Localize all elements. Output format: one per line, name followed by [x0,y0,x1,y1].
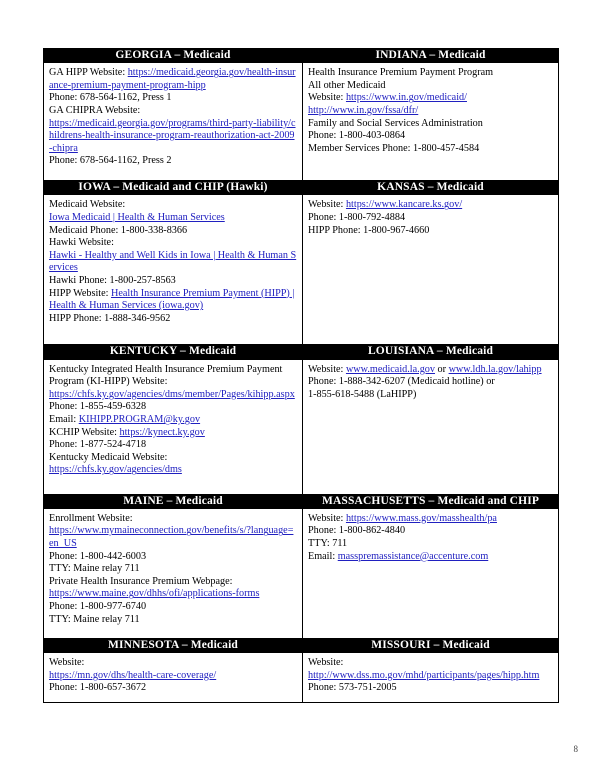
content-line [49,670,297,683]
line-label: All other Medicaid [308,79,386,91]
state-cell-left [44,508,303,638]
hyperlink-secondary[interactable]: www.ldh.la.gov/lahipp [448,363,542,375]
line-label: Phone: 678-564-1162, Press 2 [49,155,172,167]
state-header-left: IOWA – Medicaid and CHIP (Hawki) [44,181,303,195]
content-line [49,551,297,564]
line-label: Website: [308,657,344,669]
line-label: GA HIPP Website: [49,67,128,79]
content-line [308,376,553,389]
content-line [49,401,297,414]
line-label: KCHIP Website: [49,426,120,438]
content-line [49,237,297,250]
line-label: Website: [308,92,346,104]
content-line [49,118,297,156]
content-line [49,364,297,389]
hyperlink[interactable]: http://www.dss.mo.gov/mhd/participants/pages/hipp.htm [308,669,540,681]
line-label: HIPP Website: [49,287,112,299]
hyperlink[interactable]: https://medicaid.georgia.gov/programs/third-party-liability/childrens-health-insurance-program-reauthorization-act-2009-chipra [49,117,296,154]
content-line [308,513,553,526]
content-line [49,464,297,477]
line-label: HIPP Phone: 1-800-967-4660 [308,224,430,236]
content-line [49,67,297,92]
content-line [308,92,553,105]
line-label: Email: [308,550,338,562]
hyperlink[interactable]: Health Insurance Premium Payment (HIPP) | Health & Human Services (iowa.gov) [49,287,295,312]
content-line [308,538,553,551]
content-line [308,364,553,377]
cell-content-left [44,653,302,700]
content-line [49,389,297,402]
content-line [49,563,297,576]
state-cell-right [303,195,559,345]
line-label: Phone: 1-888-342-6207 (Medicaid hotline) or [308,376,495,388]
content-line [49,288,297,313]
state-header-row [44,638,559,652]
cell-content-right [303,63,558,160]
state-content-row [44,63,559,181]
cell-content-right [303,509,558,568]
content-line [49,601,297,614]
hyperlink[interactable]: https://mn.gov/dhs/health-care-coverage/ [49,669,217,681]
state-header-row [44,494,559,508]
state-cell-right [303,508,559,638]
hyperlink[interactable]: https://www.mass.gov/masshealth/pa [345,512,497,524]
state-header-right: MASSACHUSETTS – Medicaid and CHIP [303,494,559,508]
hyperlink[interactable]: https://www.maine.gov/dhhs/ofi/applications-forms [49,588,260,600]
content-line [308,118,553,131]
state-header-right: LOUISIANA – Medicaid [303,345,559,359]
state-header-row [44,345,559,359]
line-label: Phone: 678-564-1162, Press 1 [49,92,172,104]
content-line [308,225,553,238]
line-label: Enrollment Website: [49,512,133,524]
state-cell-right [303,359,559,494]
cell-content-left [44,509,302,631]
content-line [49,92,297,105]
content-line [308,389,553,402]
state-cell-left [44,63,303,181]
content-line [308,551,553,564]
state-cell-left [44,195,303,345]
content-line [49,588,297,601]
hyperlink[interactable]: www.medicaid.la.gov [345,363,435,375]
line-label: Kentucky Medicaid Website: [49,451,168,463]
line-label: TTY: 711 [308,538,348,550]
content-line [308,682,553,695]
content-line [308,105,553,118]
line-label: Phone: 1-800-657-3672 [49,682,147,694]
state-cell-right [303,653,559,703]
cell-content-left [44,195,302,330]
line-label-secondary: or [434,363,449,375]
hyperlink[interactable]: KIHIPP.PROGRAM@ky.gov [78,414,201,426]
content-line [49,657,297,670]
hyperlink[interactable]: https://www.in.gov/medicaid/ [345,92,467,104]
line-label: Kentucky Integrated Health Insurance Premium Payment Program (KI-HIPP) Website: [49,363,283,388]
content-line [49,199,297,212]
state-content-row [44,508,559,638]
line-label: Phone: 1-855-459-6328 [49,401,147,413]
line-label: Phone: 1-877-524-4718 [49,439,147,451]
content-line [308,212,553,225]
hyperlink[interactable]: https://kynect.ky.gov [119,426,205,438]
content-line [308,143,553,156]
content-line [49,439,297,452]
state-header-left: MAINE – Medicaid [44,494,303,508]
content-line [49,513,297,526]
line-label: Phone: 1-800-862-4840 [308,525,406,537]
state-content-row [44,195,559,345]
content-line [49,525,297,550]
cell-content-right [303,653,558,700]
content-line [308,130,553,143]
table-body [44,49,559,703]
content-line [49,576,297,589]
line-label: 1-855-618-5488 (LaHIPP) [308,388,417,400]
content-line [308,670,553,683]
state-header-row [44,49,559,63]
line-label: Phone: 1-800-403-0864 [308,130,406,142]
content-line [49,414,297,427]
content-line [49,427,297,440]
content-line [49,105,297,118]
state-contacts-table [43,48,559,703]
hyperlink[interactable]: https://www.kancare.ks.gov/ [345,199,463,211]
line-label: Hawki Phone: 1-800-257-8563 [49,275,176,286]
content-line [49,225,297,238]
hyperlink[interactable]: Hawki - Healthy and Well Kids in Iowa | Health & Human Services [49,249,297,274]
line-label: Medicaid Website: [49,199,126,211]
content-line [308,657,553,670]
cell-content-left [44,360,302,482]
line-label: Health Insurance Premium Payment Program [308,67,494,79]
hyperlink[interactable]: masspremassistance@accenture.com [337,550,489,562]
line-label: Medicaid Phone: 1-800-338-8366 [49,224,188,236]
line-label: TTY: Maine relay 711 [49,613,140,625]
content-line [49,250,297,275]
content-line [308,67,553,80]
content-line [308,199,553,212]
page-number: 8 [573,744,578,754]
content-line [49,155,297,168]
state-cell-right [303,63,559,181]
hyperlink[interactable]: http://www.in.gov/fssa/dfr/ [308,105,419,116]
content-line [49,452,297,465]
state-content-row [44,359,559,494]
line-label: Website: [308,512,346,524]
content-line [49,275,297,288]
hyperlink[interactable]: https://www.mymaineconnection.gov/benefits/s/?language=en_US [49,525,294,550]
line-label: Phone: 1-800-977-6740 [49,601,147,613]
state-content-row [44,653,559,703]
line-label: Website: [49,657,85,669]
hyperlink[interactable]: https://chfs.ky.gov/agencies/dms/member/Pages/kihipp.aspx [49,388,295,400]
state-header-left: MINNESOTA – Medicaid [44,638,303,652]
line-label: Email: [49,414,79,426]
content-line [49,682,297,695]
content-line [49,313,297,326]
line-label: Family and Social Services Administration [308,117,483,129]
line-label: Phone: 1-800-442-6003 [49,550,147,562]
state-header-right: KANSAS – Medicaid [303,181,559,195]
cell-content-right [303,195,558,242]
line-label: Website: [308,199,346,211]
line-label: Hawki Website: [49,237,114,249]
line-label: TTY: Maine relay 711 [49,563,140,575]
hyperlink[interactable]: Iowa Medicaid | Health & Human Services [49,212,225,224]
content-line [308,525,553,538]
cell-content-left [44,63,302,173]
content-line [49,212,297,225]
state-header-right: MISSOURI – Medicaid [303,638,559,652]
state-header-left: KENTUCKY – Medicaid [44,345,303,359]
content-line [49,614,297,627]
hyperlink[interactable]: https://chfs.ky.gov/agencies/dms [49,464,182,476]
line-label: Phone: 1-800-792-4884 [308,212,406,224]
line-label: GA CHIPRA Website: [49,105,141,116]
line-label: Website: [308,363,346,375]
state-header-right: INDIANA – Medicaid [303,49,559,63]
line-label: Member Services Phone: 1-800-457-4584 [308,142,480,154]
line-label: HIPP Phone: 1-888-346-9562 [49,312,171,324]
state-cell-left [44,653,303,703]
line-label: Private Health Insurance Premium Webpage: [49,575,233,587]
state-header-left: GEORGIA – Medicaid [44,49,303,63]
state-cell-left [44,359,303,494]
content-line [308,80,553,93]
hyperlink[interactable]: https://medicaid.georgia.gov/health-insurance-premium-payment-program-hipp [49,67,296,91]
state-header-row [44,181,559,195]
cell-content-right [303,360,558,407]
line-label: Phone: 573-751-2005 [308,682,397,694]
